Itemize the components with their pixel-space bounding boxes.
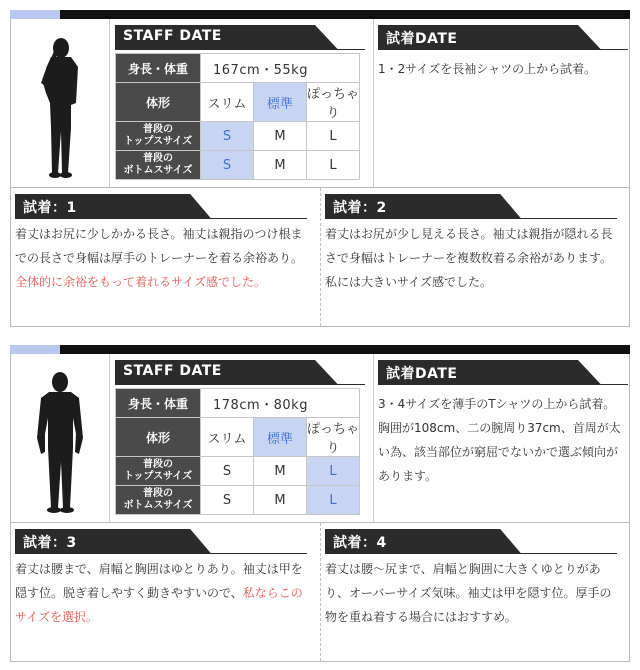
trial-3-title: 試着：3 bbox=[23, 535, 77, 551]
staff-date-table-2 bbox=[115, 360, 365, 515]
tops-size-s: S bbox=[201, 122, 254, 151]
section-top-bar bbox=[10, 10, 630, 19]
staff-block-1 bbox=[10, 10, 630, 326]
body-type-chubby: ぽっちゃり bbox=[307, 83, 360, 122]
trial-4-header bbox=[325, 529, 617, 553]
tops-size-l: L bbox=[307, 457, 360, 486]
height-weight-label: 身長・体重 bbox=[116, 54, 201, 83]
fitting-date-title: 試着DATE bbox=[386, 366, 458, 382]
fitting-date-header bbox=[378, 360, 628, 384]
trial-2-text: 着丈はお尻が少し見える長さ。袖丈は親指が隠れる長さで身幅はトレーナーを複数枚着る余裕があります。私には大きいサイズ感でした。 bbox=[325, 227, 613, 289]
trial-1-panel bbox=[11, 188, 319, 326]
body-type-chubby: ぽっちゃり bbox=[307, 418, 360, 457]
trial-row-1 bbox=[10, 188, 630, 327]
trial-4-title: 試着：4 bbox=[333, 535, 387, 551]
trial-1-text: 着丈はお尻に少しかかる長さ。袖丈は親指のつけ根までの長さで身幅は厚手のトレーナーを着る余裕あり。全体的に余裕をもって着れるサイズ感でした。 bbox=[15, 227, 304, 289]
body-type-slim: スリム bbox=[201, 83, 254, 122]
tops-size-label: 普段の トップスサイズ bbox=[116, 122, 201, 151]
height-weight-label: 身長・体重 bbox=[116, 389, 201, 418]
staff-date-table-1 bbox=[115, 25, 365, 180]
bottoms-size-label: 普段の ボトムスサイズ bbox=[116, 151, 201, 180]
height-weight-value: 178cm・80kg bbox=[201, 389, 360, 418]
trial-3-header bbox=[15, 529, 307, 553]
staff-date-title: STAFF DATE bbox=[123, 363, 222, 379]
tops-size-s: S bbox=[201, 457, 254, 486]
tops-size-m: M bbox=[254, 122, 307, 151]
tops-size-m: M bbox=[254, 457, 307, 486]
bottoms-size-l: L bbox=[307, 486, 360, 515]
body-type-standard: 標準 bbox=[254, 418, 307, 457]
trial-1-header bbox=[15, 194, 307, 218]
trial-row-2 bbox=[10, 523, 630, 662]
trial-4-text: 着丈は腰～尻まで、肩幅と胸囲に大きくゆとりがあり、オーバーサイズ気味。袖丈は甲を隠す位。厚手の物を重ね着する場合にはおすすめ。 bbox=[325, 562, 612, 624]
trial-2-panel bbox=[320, 188, 629, 326]
person-silhouette-icon bbox=[21, 368, 99, 518]
body-type-label: 体形 bbox=[116, 83, 201, 122]
trial-4-panel bbox=[320, 523, 629, 661]
staff-date-title: STAFF DATE bbox=[123, 28, 222, 44]
bottoms-size-s: S bbox=[201, 486, 254, 515]
fitting-date-header bbox=[378, 25, 628, 49]
fitting-date-panel-1 bbox=[373, 19, 630, 187]
bottoms-size-m: M bbox=[254, 486, 307, 515]
fitting-date-text: 3・4サイズを薄手のTシャツの上から試着。胸囲が108cm、二の腕周り37cm、首周が太い為、該当部位が窮屈でないかで選ぶ傾向があります。 bbox=[378, 397, 621, 483]
person-silhouette-icon bbox=[21, 33, 99, 183]
bottoms-size-l: L bbox=[307, 151, 360, 180]
body-type-standard: 標準 bbox=[254, 83, 307, 122]
staff-info-row bbox=[10, 354, 630, 523]
height-weight-value: 167cm・55kg bbox=[201, 54, 360, 83]
trial-3-panel bbox=[11, 523, 319, 661]
trial-1-highlight: 全体的に余裕をもって着れるサイズ感でした。 bbox=[15, 275, 267, 289]
body-type-label: 体形 bbox=[116, 418, 201, 457]
trial-2-title: 試着：2 bbox=[333, 200, 387, 216]
tops-size-l: L bbox=[307, 122, 360, 151]
trial-3-highlight: 私ならこのサイズを選択。 bbox=[15, 586, 303, 624]
staff-date-header bbox=[115, 360, 365, 384]
spec-table bbox=[115, 388, 360, 515]
section-top-bar bbox=[10, 345, 630, 354]
staff-info-row bbox=[10, 19, 630, 188]
body-type-slim: スリム bbox=[201, 418, 254, 457]
accent-tab bbox=[10, 10, 60, 19]
trial-2-header bbox=[325, 194, 617, 218]
fitting-date-title: 試着DATE bbox=[386, 31, 458, 47]
staff-date-header bbox=[115, 25, 365, 49]
accent-tab bbox=[10, 345, 60, 354]
staff-block-2 bbox=[10, 345, 630, 661]
tops-size-label: 普段の トップスサイズ bbox=[116, 457, 201, 486]
bottoms-size-label: 普段の ボトムスサイズ bbox=[116, 486, 201, 515]
bottoms-size-m: M bbox=[254, 151, 307, 180]
trial-3-text: 着丈は腰まで、肩幅と胸囲はゆとりあり。袖丈は甲を隠す位。脱ぎ着しやすく動きやすいので、私ならこのサイズを選択。 bbox=[15, 562, 303, 624]
staff-silhouette-2 bbox=[11, 354, 110, 522]
staff-silhouette-1 bbox=[11, 19, 110, 187]
fitting-date-text: 1・2サイズを長袖シャツの上から試着。 bbox=[378, 62, 597, 76]
bottoms-size-s: S bbox=[201, 151, 254, 180]
trial-1-title: 試着：1 bbox=[23, 200, 77, 216]
spec-table bbox=[115, 53, 360, 180]
fitting-date-panel-2 bbox=[373, 354, 630, 522]
